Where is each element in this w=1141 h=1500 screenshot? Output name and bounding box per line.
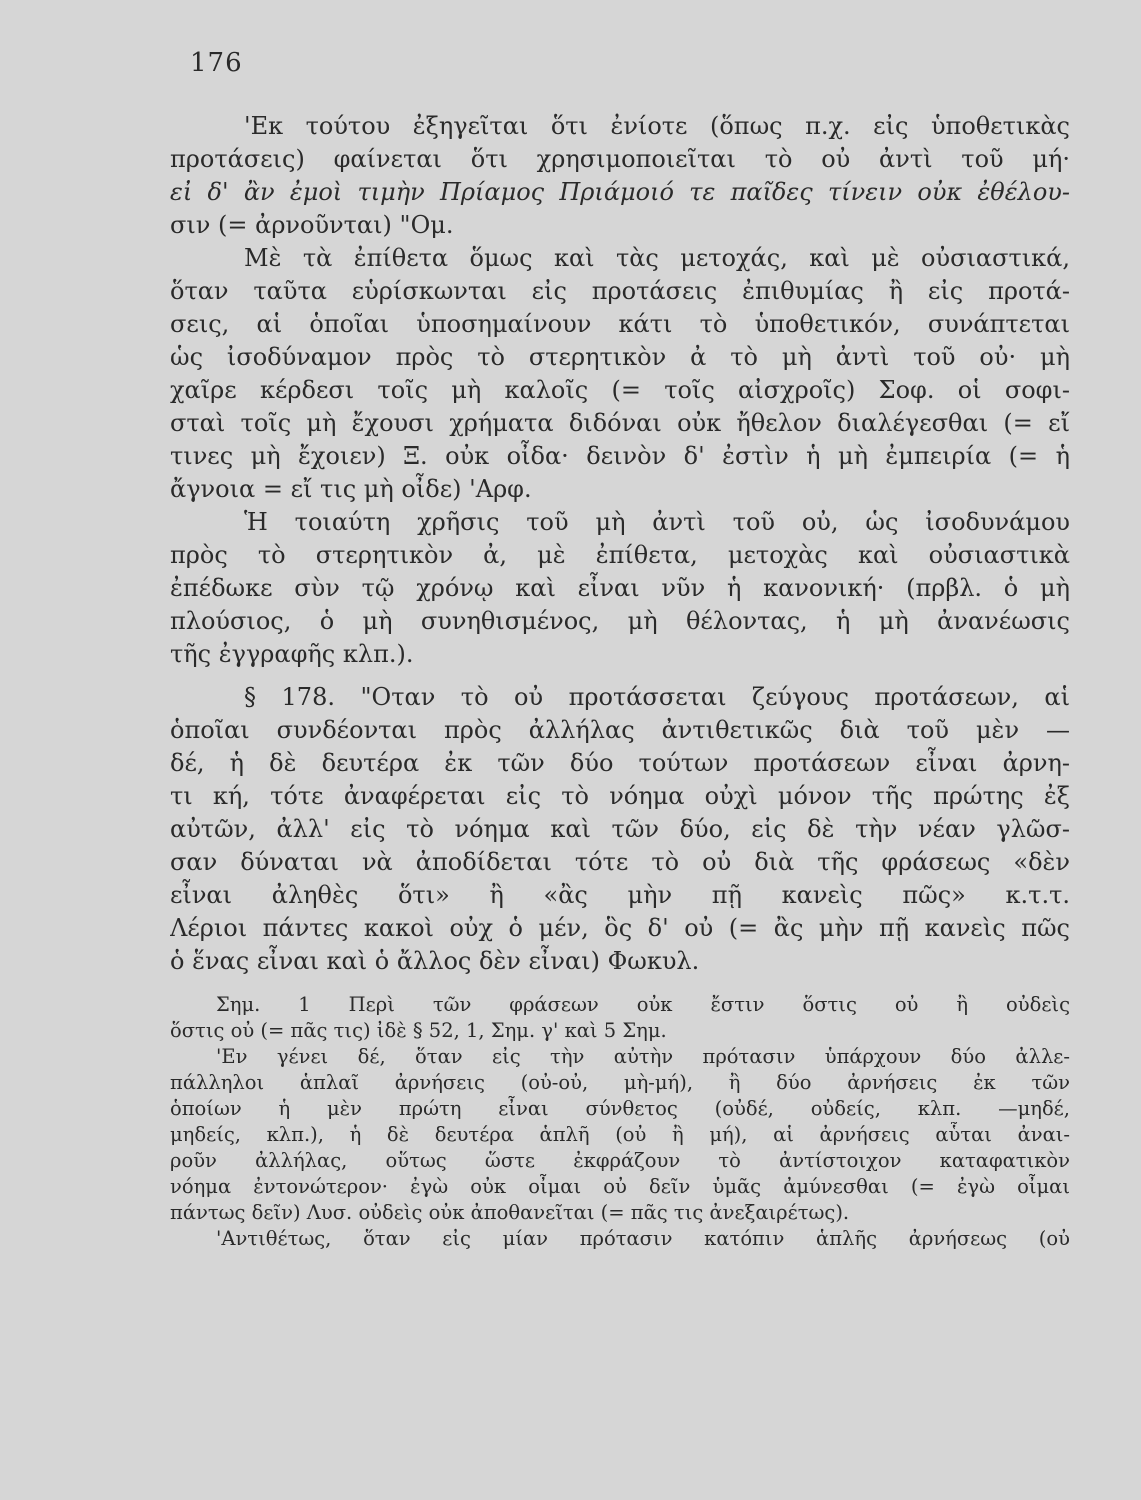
text-line: ὅταν ταῦτα εὑρίσκωνται εἰς προτάσεις ἐπιθυμίας ἢ εἰς προτά- — [170, 277, 1070, 305]
paragraph — [170, 242, 1070, 506]
text-line: Λέριοι πάντες κακοὶ οὐχ ὁ μέν, ὃς δ' οὐ (= ἂς μὴν πῇ κανεὶς πῶς — [170, 914, 1070, 942]
text-line: εἰ δ' ἂν ἐμοὶ τιμὴν Πρίαμος Πριάμοιό τε παῖδες τίνειν οὐκ ἐθέλου- — [170, 178, 1070, 206]
text-line: προτάσεις) φαίνεται ὅτι χρησιμοποιεῖται τὸ οὐ ἀντὶ τοῦ μή· — [170, 145, 1070, 173]
note-line: μηδείς, κλπ.), ἡ δὲ δευτέρα ἁπλῆ (οὐ ἢ μή), αἱ ἀρνήσεις αὗται ἀναι- — [170, 1123, 1070, 1146]
text-line: ἄγνοια = εἴ τις μὴ οἶδε) 'Αρφ. — [170, 475, 532, 503]
page-number: 176 — [190, 48, 243, 78]
note-3 — [170, 1226, 1070, 1252]
text-line: σταὶ τοῖς μὴ ἔχουσι χρήματα διδόναι οὐκ ἤθελον διαλέγεσθαι (= εἴ — [170, 409, 1070, 437]
note-line: 'Εν γένει δέ, ὅταν εἰς τὴν αὐτὴν πρότασιν ὑπάρχουν δύο ἀλλε- — [216, 1045, 1070, 1068]
note-1 — [170, 992, 1070, 1044]
text-line: ἐπέδωκε σὺν τῷ χρόνῳ καὶ εἶναι νῦν ἡ κανονική· (πρβλ. ὁ μὴ — [170, 574, 1070, 602]
paragraph — [170, 110, 1070, 242]
text-line: χαῖρε κέρδεσι τοῖς μὴ καλοῖς (= τοῖς αἰσχροῖς) Σοφ. οἱ σοφι- — [170, 376, 1070, 404]
text-line: σεις, αἱ ὁποῖαι ὑποσημαίνουν κάτι τὸ ὑποθετικόν, συνάπτεται — [170, 310, 1070, 338]
text-line: Ἡ τοιαύτη χρῆσις τοῦ μὴ ἀντὶ τοῦ οὐ, ὡς ἰσοδυνάμου — [244, 508, 1070, 536]
note-line: ὁποίων ἡ μὲν πρώτη εἶναι σύνθετος (οὐδέ, οὐδείς, κλπ. —μηδέ, — [170, 1097, 1070, 1120]
text-line: 'Εκ τούτου ἐξηγεῖται ὅτι ἐνίοτε (ὅπως π.χ. εἰς ὑποθετικὰς — [244, 112, 1070, 140]
text-line: σιν (= ἀρνοῦνται) "Ομ. — [170, 211, 454, 239]
note-line: νόημα ἐντονώτερον· ἐγὼ οὐκ οἶμαι οὐ δεῖν ὑμᾶς ἀμύνεσθαι (= ἐγὼ οἶμαι — [170, 1175, 1070, 1198]
text-line: τινες μὴ ἔχοιεν) Ξ. οὐκ οἶδα· δεινὸν δ' ἐστὶν ἡ μὴ ἐμπειρία (= ἡ — [170, 442, 1070, 470]
text-line: τῆς ἐγγραφῆς κλπ.). — [170, 640, 414, 668]
section-178 — [170, 681, 1070, 978]
note-line: πάλληλοι ἁπλαῖ ἀρνήσεις (οὐ-οὐ, μὴ-μή), ἢ δύο ἀρνήσεις ἐκ τῶν — [170, 1071, 1070, 1094]
page-body — [170, 110, 1070, 1252]
section-heading-line: § 178. "Οταν τὸ οὐ προτάσσεται ζεύγους προτάσεων, αἱ — [244, 683, 1070, 711]
text-line: ὡς ἰσοδύναμον πρὸς τὸ στερητικὸν ἀ τὸ μὴ ἀντὶ τοῦ οὐ· μὴ — [170, 343, 1070, 371]
note-line: 'Αντιθέτως, ὅταν εἰς μίαν πρότασιν κατόπιν ἁπλῆς ἀρνήσεως (οὐ — [216, 1227, 1070, 1250]
text-line: ὁποῖαι συνδέονται πρὸς ἀλλήλας ἀντιθετικῶς διὰ τοῦ μὲν — — [170, 716, 1070, 744]
note-line: πάντως δεῖν) Λυσ. οὐδεὶς οὐκ ἀποθανεῖται (= πᾶς τις ἀνεξαιρέτως). — [170, 1201, 850, 1224]
paragraph — [170, 506, 1070, 671]
note-line: Σημ. 1 Περὶ τῶν φράσεων οὐκ ἔστιν ὅστις οὐ ἢ οὐδεὶς — [216, 993, 1070, 1016]
text-line: δέ, ἡ δὲ δευτέρα ἐκ τῶν δύο τούτων προτάσεων εἶναι ἀρνη- — [170, 749, 1070, 777]
note-line: ροῦν ἀλλήλας, οὕτως ὥστε ἐκφράζουν τὸ ἀντίστοιχον καταφατικὸν — [170, 1149, 1070, 1172]
text-line: πρὸς τὸ στερητικὸν ἀ, μὲ ἐπίθετα, μετοχὰς καὶ οὐσιαστικὰ — [170, 541, 1070, 569]
text-line: τι κή, τότε ἀναφέρεται εἰς τὸ νόημα οὐχὶ μόνον τῆς πρώτης ἐξ — [170, 782, 1070, 810]
text-line: σαν δύναται νὰ ἀποδίδεται τότε τὸ οὐ διὰ τῆς φράσεως «δὲν — [170, 848, 1070, 876]
text-line: αὐτῶν, ἀλλ' εἰς τὸ νόημα καὶ τῶν δύο, εἰς δὲ τὴν νέαν γλῶσ- — [170, 815, 1070, 843]
text-line: εἶναι ἀληθὲς ὅτι» ἢ «ἂς μὴν πῇ κανεὶς πῶς» κ.τ.τ. — [170, 881, 1070, 909]
note-line: ὅστις οὐ (= πᾶς τις) ἰδὲ § 52, 1, Σημ. γ' καὶ 5 Σημ. — [170, 1019, 667, 1042]
text-line: Μὲ τὰ ἐπίθετα ὅμως καὶ τὰς μετοχάς, καὶ μὲ οὐσιαστικά, — [244, 244, 1070, 272]
text-line: πλούσιος, ὁ μὴ συνηθισμένος, μὴ θέλοντας, ἡ μὴ ἀνανέωσις — [170, 607, 1070, 635]
text-line: ὁ ἕνας εἶναι καὶ ὁ ἄλλος δὲν εἶναι) Φωκυλ. — [170, 947, 700, 975]
note-2 — [170, 1044, 1070, 1226]
